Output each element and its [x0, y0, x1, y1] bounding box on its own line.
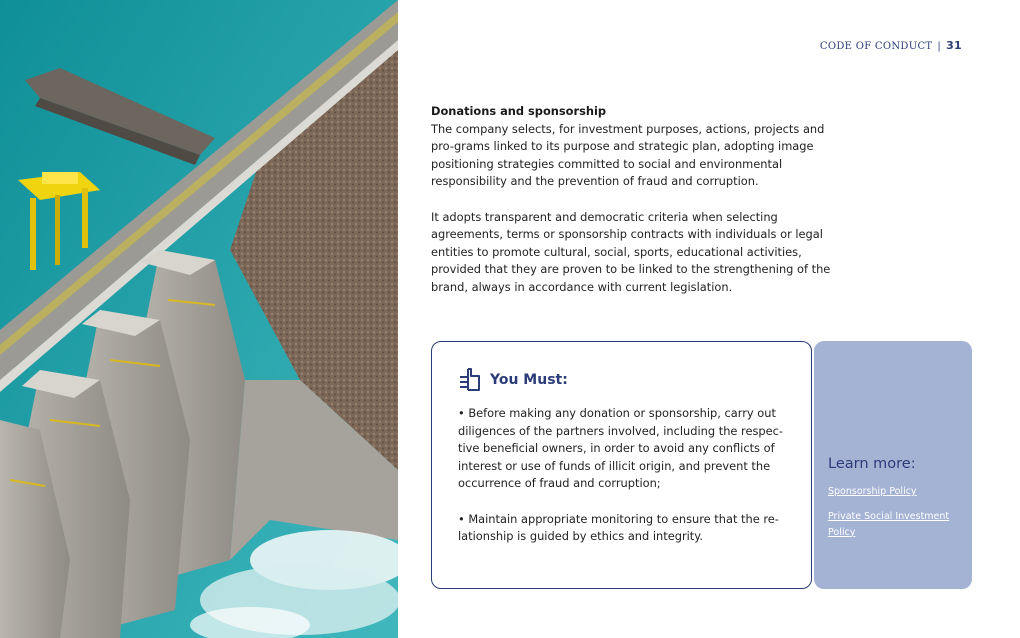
- you-must-item: • Before making any donation or sponsorship, carry out diligences of the partners involved, including the respec-tive beneficial owners, in order to avoid any conflicts of interest or use of funds of illicit origin, and prevent the occurrence of fraud and corruption;: [458, 406, 784, 491]
- page-header: [820, 39, 962, 52]
- section-paragraph-2: It adopts transparent and democratic criteria when selecting agreements, terms or sponsorship contracts with individuals or legal entities to promote cultural, social, sports, educational activities, provided that they are proven to be linked to the strengthening of the brand, always in accordance with current legislation.: [431, 209, 831, 294]
- dam-photo: [0, 0, 398, 638]
- section-heading: Donations and sponsorship: [431, 104, 607, 118]
- document-title: CODE OF CONDUCT: [819, 41, 933, 52]
- section-paragraph-1: The company selects, for investment purposes, actions, projects and pro-grams linked to its purpose and strategic plan, adopting image positioning strategies committed to social and environmental responsibility and the prevention of fraud and corruption.: [431, 121, 825, 189]
- sponsorship-policy-link[interactable]: Sponsorship Policy: [828, 486, 917, 497]
- header-separator: |: [937, 41, 942, 52]
- thumbs-up-icon: [458, 366, 482, 392]
- donations-section: [431, 103, 831, 314]
- page-number: 31: [946, 39, 962, 52]
- you-must-title: You Must:: [490, 372, 568, 388]
- you-must-box: [431, 341, 812, 589]
- dam-illustration: [0, 0, 398, 638]
- you-must-item: • Maintain appropriate monitoring to ensure that the re-lationship is guided by ethics and integrity.: [458, 511, 779, 544]
- learn-more-title: Learn more:: [828, 456, 916, 472]
- learn-more-box: [814, 341, 972, 589]
- private-social-investment-policy-link[interactable]: Private Social Investment Policy: [828, 511, 950, 538]
- you-must-list: [458, 405, 788, 563]
